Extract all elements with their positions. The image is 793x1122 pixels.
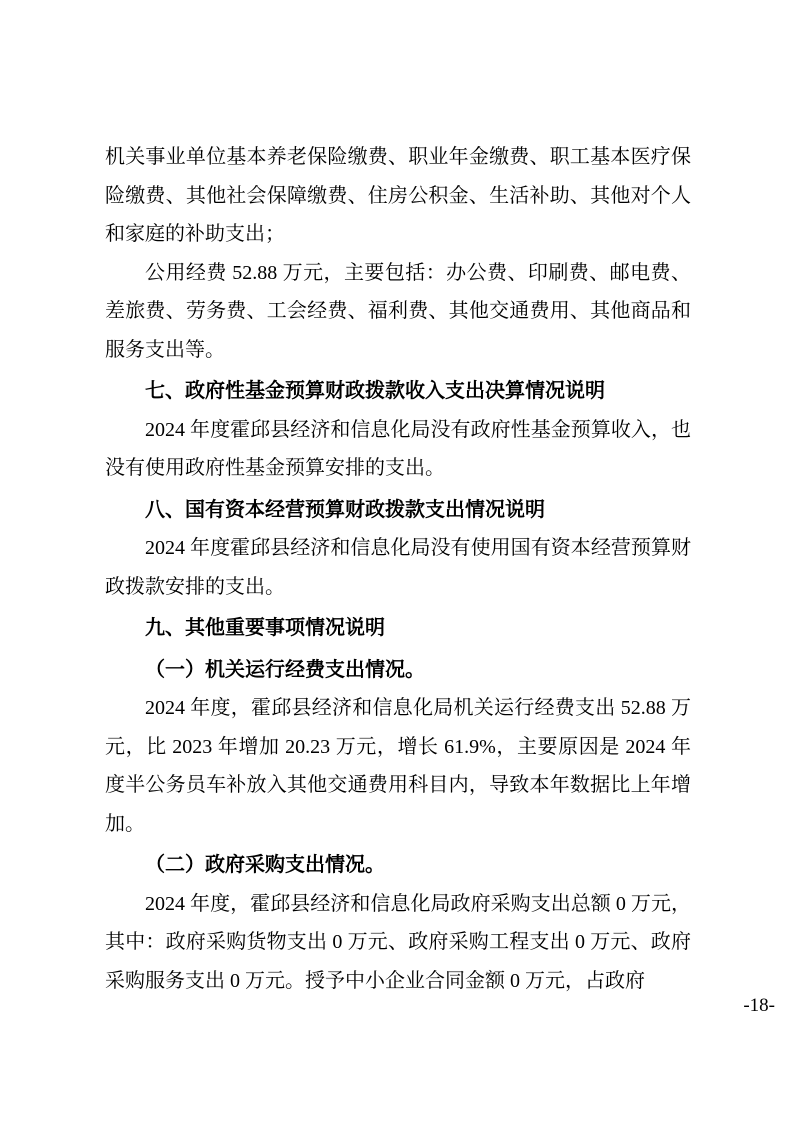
section-heading-9: 九、其他重要事项情况说明 — [145, 617, 385, 639]
paragraph: 公用经费 52.88 万元，主要包括：办公费、印刷费、邮电费、差旅费、劳务费、工会经费、福利费、其他交通费用、其他商品和服务支出等。 — [105, 261, 691, 361]
section-heading-8: 八、国有资本经营预算财政拨款支出情况说明 — [145, 498, 545, 521]
paragraph: 2024 年度霍邱县经济和信息化局没有政府性基金预算收入，也没有使用政府性基金预算安排的支出。 — [105, 418, 691, 479]
paragraph: 2024 年度霍邱县经济和信息化局没有使用国有资本经营预算财政拨款安排的支出。 — [105, 537, 691, 598]
subsection-heading-2: （二）政府采购支出情况。 — [145, 854, 385, 876]
section-heading-7: 七、政府性基金预算财政拨款收入支出决算情况说明 — [145, 380, 605, 402]
paragraph-continuation: 机关事业单位基本养老保险缴费、职业年金缴费、职工基本医疗保险缴费、其他社会保障缴费、住房公积金、生活补助、其他对个人和家庭的补助支出； — [105, 146, 691, 245]
subsection-heading-1: （一）机关运行经费支出情况。 — [145, 658, 425, 681]
page-number: -18- — [743, 995, 775, 1016]
paragraph: 2024 年度，霍邱县经济和信息化局政府采购支出总额 0 万元，其中：政府采购货物支出 0 万元、政府采购工程支出 0 万元、政府采购服务支出 0 万元。授予中小企业合同金额 0 万元，占政府 — [105, 892, 691, 992]
paragraph: 2024 年度，霍邱县经济和信息化局机关运行经费支出 52.88 万元，比 2023 年增加 20.23 万元，增长 61.9%，主要原因是 2024 年度半公务员车补放入其他交通费用科目内，导致本年数据比上年增加。 — [105, 697, 691, 835]
document-content — [105, 138, 691, 1000]
